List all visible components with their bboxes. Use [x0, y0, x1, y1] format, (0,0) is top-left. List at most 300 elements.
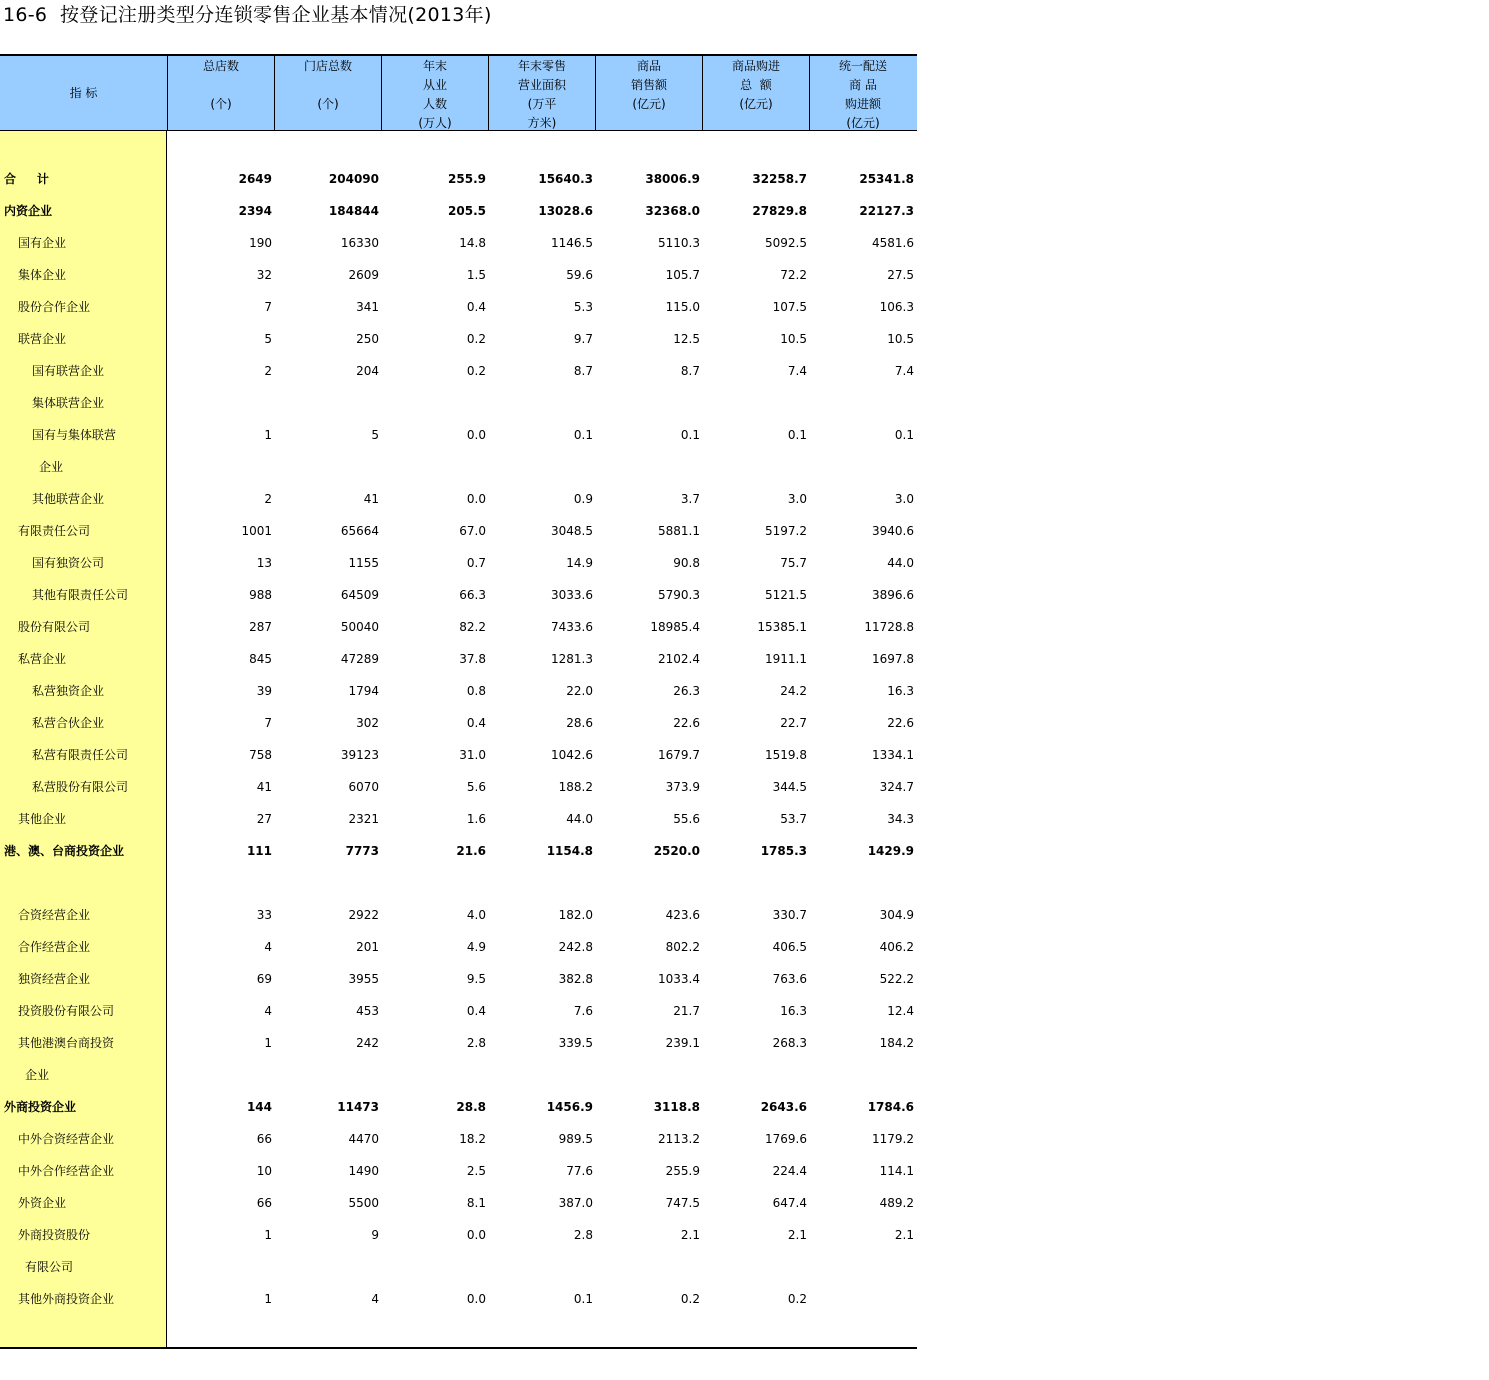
cell-value: 1 — [264, 1036, 272, 1050]
header-column-7-line-4: (亿元) — [846, 116, 880, 130]
cell-value: 1155 — [348, 556, 379, 570]
header-column-1 — [167, 56, 274, 130]
cell-value: 77.6 — [566, 1164, 593, 1178]
cell-value: 1 — [264, 1292, 272, 1306]
cell-value: 8.7 — [573, 364, 593, 378]
cell-value: 67.0 — [459, 524, 486, 538]
cell-value: 3033.6 — [551, 588, 593, 602]
cell-value — [702, 387, 809, 419]
cell-value — [809, 867, 916, 899]
cell-value: 239.1 — [665, 1036, 700, 1050]
header-column-5 — [595, 56, 702, 130]
cell-value: 0.4 — [466, 1004, 486, 1018]
row-label: 外商投资股份 — [18, 1228, 91, 1242]
cell-value: 28.8 — [456, 1100, 486, 1114]
row-label: 合资经营企业 — [18, 908, 91, 922]
cell-value: 69 — [256, 972, 272, 986]
cell-value — [381, 451, 488, 483]
cell-value: 22127.3 — [859, 204, 914, 218]
cell-value: 204090 — [328, 172, 379, 186]
cell-value: 32368.0 — [645, 204, 700, 218]
cell-value: 0.1 — [573, 1292, 593, 1306]
row-label: 有限责任公司 — [18, 524, 91, 538]
value-rows — [167, 163, 917, 1315]
row-label: 国有独资公司 — [32, 556, 105, 570]
cell-value: 1 — [264, 428, 272, 442]
cell-value — [809, 1283, 916, 1315]
cell-value: 47289 — [340, 652, 379, 666]
cell-value: 1785.3 — [760, 844, 807, 858]
header-indicator: 指 标 — [69, 85, 98, 100]
row-label: 其他港澳台商投资 — [18, 1036, 115, 1050]
cell-value: 5092.5 — [765, 236, 807, 250]
cell-value: 1042.6 — [551, 748, 593, 762]
table-row — [167, 643, 917, 675]
cell-value — [488, 451, 595, 483]
table-row — [167, 931, 917, 963]
cell-value: 268.3 — [772, 1036, 807, 1050]
cell-value: 3.0 — [787, 492, 807, 506]
cell-value: 763.6 — [772, 972, 807, 986]
cell-value: 7773 — [345, 844, 379, 858]
cell-value — [809, 451, 916, 483]
cell-value: 7 — [264, 300, 272, 314]
table-row — [167, 707, 917, 739]
cell-value: 255.9 — [448, 172, 486, 186]
cell-value: 489.2 — [879, 1196, 914, 1210]
cell-value: 988 — [249, 588, 272, 602]
cell-value: 6070 — [348, 780, 379, 794]
cell-value: 3048.5 — [551, 524, 593, 538]
table-row — [167, 451, 917, 483]
cell-value — [702, 1059, 809, 1091]
cell-value: 5110.3 — [658, 236, 700, 250]
cell-value: 5881.1 — [658, 524, 700, 538]
cell-value: 0.9 — [573, 492, 593, 506]
cell-value: 2 — [264, 364, 272, 378]
header-column-2-line-2 — [275, 76, 381, 95]
cell-value: 15640.3 — [538, 172, 593, 186]
row-label: 国有与集体联营 — [32, 428, 117, 442]
cell-value: 1679.7 — [658, 748, 700, 762]
value-columns — [167, 131, 917, 1347]
cell-value: 12.4 — [887, 1004, 914, 1018]
cell-value: 4 — [264, 940, 272, 954]
cell-value: 39123 — [340, 748, 379, 762]
cell-value: 50040 — [340, 620, 379, 634]
cell-value: 115.0 — [665, 300, 700, 314]
table-row — [167, 547, 917, 579]
cell-value: 3.0 — [894, 492, 914, 506]
cell-value: 205.5 — [448, 204, 486, 218]
cell-value: 53.7 — [780, 812, 807, 826]
cell-value: 2520.0 — [653, 844, 700, 858]
cell-value: 82.2 — [459, 620, 486, 634]
table-row — [167, 1155, 917, 1187]
cell-value: 0.2 — [787, 1292, 807, 1306]
cell-value: 5500 — [348, 1196, 379, 1210]
cell-value: 27 — [256, 812, 272, 826]
cell-value — [274, 867, 381, 899]
cell-value — [809, 1059, 916, 1091]
cell-value: 344.5 — [772, 780, 807, 794]
row-label: 私营企业 — [18, 652, 67, 666]
cell-value: 1794 — [348, 684, 379, 698]
cell-value: 758 — [249, 748, 272, 762]
cell-value — [702, 867, 809, 899]
cell-value — [809, 1251, 916, 1283]
header-column-4-line-4: 方米) — [527, 116, 557, 130]
cell-value: 9 — [371, 1228, 379, 1242]
cell-value: 1490 — [348, 1164, 379, 1178]
table-row — [167, 355, 917, 387]
cell-value: 406.2 — [879, 940, 914, 954]
cell-value: 4470 — [348, 1132, 379, 1146]
cell-value: 26.3 — [673, 684, 700, 698]
cell-value — [274, 1251, 381, 1283]
header-column-4-line-3: (万平 — [527, 97, 557, 111]
cell-value — [488, 867, 595, 899]
row-label: 港、澳、台商投资企业 — [4, 844, 125, 858]
row-label: 有限公司 — [25, 1260, 74, 1274]
table-row — [167, 227, 917, 259]
cell-value: 201 — [356, 940, 379, 954]
row-label: 合作经营企业 — [18, 940, 91, 954]
cell-value: 5790.3 — [658, 588, 700, 602]
cell-value: 1911.1 — [765, 652, 807, 666]
table-row — [167, 867, 917, 899]
row-label: 外商投资企业 — [4, 1100, 77, 1114]
cell-value: 2321 — [348, 812, 379, 826]
cell-value: 4 — [264, 1004, 272, 1018]
cell-value: 287 — [249, 620, 272, 634]
cell-value — [167, 1251, 274, 1283]
cell-value: 406.5 — [772, 940, 807, 954]
value-spacer — [167, 131, 917, 163]
cell-value: 72.2 — [780, 268, 807, 282]
row-label: 中外合资经营企业 — [18, 1132, 115, 1146]
cell-value — [595, 1059, 702, 1091]
table-row — [167, 739, 917, 771]
row-label: 私营独资企业 — [32, 684, 105, 698]
cell-value: 2 — [264, 492, 272, 506]
cell-value: 55.6 — [673, 812, 700, 826]
cell-value: 2.8 — [466, 1036, 486, 1050]
cell-value: 5.3 — [573, 300, 593, 314]
cell-value — [274, 387, 381, 419]
cell-value: 4.0 — [466, 908, 486, 922]
cell-value — [381, 867, 488, 899]
cell-value: 1519.8 — [765, 748, 807, 762]
cell-value: 423.6 — [665, 908, 700, 922]
header-column-6-line-4 — [703, 114, 809, 130]
cell-value: 1769.6 — [765, 1132, 807, 1146]
table-title: 16-6 按登记注册类型分连锁零售企业基本情况(2013年) — [3, 4, 492, 26]
table-body — [0, 131, 917, 1349]
row-label: 独资经营企业 — [18, 972, 91, 986]
cell-value: 2609 — [348, 268, 379, 282]
cell-value: 250 — [356, 332, 379, 346]
header-column-7-line-1: 统一配送 — [838, 59, 887, 73]
cell-value: 304.9 — [879, 908, 914, 922]
cell-value: 32 — [256, 268, 272, 282]
cell-value: 28.6 — [566, 716, 593, 730]
cell-value: 188.2 — [558, 780, 593, 794]
cell-value: 255.9 — [665, 1164, 700, 1178]
cell-value: 802.2 — [665, 940, 700, 954]
table-row — [167, 387, 917, 419]
row-label: 其他企业 — [18, 812, 67, 826]
row-label: 联营企业 — [18, 332, 67, 346]
cell-value: 16.3 — [780, 1004, 807, 1018]
row-label: 其他外商投资企业 — [18, 1292, 115, 1306]
cell-value: 0.4 — [466, 300, 486, 314]
cell-value: 0.1 — [573, 428, 593, 442]
cell-value — [488, 387, 595, 419]
cell-value: 18.2 — [459, 1132, 486, 1146]
cell-value: 16330 — [340, 236, 379, 250]
table-row — [167, 1123, 917, 1155]
cell-value — [167, 451, 274, 483]
row-label: 其他联营企业 — [32, 492, 105, 506]
cell-value: 22.7 — [780, 716, 807, 730]
cell-value: 0.8 — [466, 684, 486, 698]
label-column — [0, 131, 167, 1347]
header-column-7 — [809, 56, 916, 130]
cell-value: 330.7 — [772, 908, 807, 922]
cell-value: 3.7 — [680, 492, 700, 506]
cell-value: 11473 — [337, 1100, 379, 1114]
header-column-5-line-4 — [596, 114, 702, 130]
cell-value: 3955 — [348, 972, 379, 986]
cell-value — [274, 451, 381, 483]
cell-value: 7.6 — [573, 1004, 593, 1018]
header-column-1-line-2 — [168, 76, 274, 95]
header-column-4-line-1: 年末零售 — [517, 59, 566, 73]
cell-value: 204 — [356, 364, 379, 378]
cell-value: 382.8 — [558, 972, 593, 986]
label-rows — [0, 163, 166, 1315]
cell-value: 1179.2 — [872, 1132, 914, 1146]
cell-value: 16.3 — [887, 684, 914, 698]
cell-value: 2.8 — [573, 1228, 593, 1242]
cell-value: 1 — [264, 1228, 272, 1242]
cell-value: 1334.1 — [872, 748, 914, 762]
cell-value: 10 — [256, 1164, 272, 1178]
cell-value: 15385.1 — [757, 620, 807, 634]
header-column-2 — [274, 56, 381, 130]
cell-value: 184.2 — [879, 1036, 914, 1050]
cell-value: 90.8 — [673, 556, 700, 570]
header-columns — [167, 56, 916, 130]
cell-value — [381, 387, 488, 419]
cell-value: 24.2 — [780, 684, 807, 698]
header-column-4 — [488, 56, 595, 130]
header-column-6-line-2: 总 额 — [740, 78, 772, 92]
row-label: 合 计 — [4, 172, 49, 186]
cell-value: 4581.6 — [872, 236, 914, 250]
cell-value: 5 — [264, 332, 272, 346]
table-row — [167, 419, 917, 451]
cell-value: 1154.8 — [546, 844, 593, 858]
cell-value: 5121.5 — [765, 588, 807, 602]
row-label: 内资企业 — [4, 204, 53, 218]
row-label: 中外合作经营企业 — [18, 1164, 115, 1178]
cell-value: 1.6 — [466, 812, 486, 826]
header-column-3-line-4: (万人) — [418, 116, 452, 130]
cell-value: 0.2 — [466, 332, 486, 346]
cell-value — [167, 1059, 274, 1091]
cell-value: 1033.4 — [658, 972, 700, 986]
cell-value: 0.2 — [680, 1292, 700, 1306]
cell-value — [809, 387, 916, 419]
table-row — [167, 963, 917, 995]
cell-value — [702, 451, 809, 483]
header-column-7-line-2: 商 品 — [849, 78, 877, 92]
header-column-1-line-1: 总店数 — [202, 59, 239, 73]
table-row — [167, 899, 917, 931]
cell-value: 106.3 — [879, 300, 914, 314]
cell-value — [488, 1059, 595, 1091]
header-column-3 — [381, 56, 488, 130]
cell-value: 75.7 — [780, 556, 807, 570]
cell-value — [595, 1251, 702, 1283]
cell-value: 12.5 — [673, 332, 700, 346]
cell-value: 8.1 — [466, 1196, 486, 1210]
header-column-2-line-4 — [275, 114, 381, 130]
header-column-3-line-3: 人数 — [422, 97, 447, 111]
table-row — [167, 163, 917, 195]
cell-value: 14.8 — [459, 236, 486, 250]
cell-value: 21.6 — [456, 844, 486, 858]
cell-value: 453 — [356, 1004, 379, 1018]
cell-value: 44.0 — [566, 812, 593, 826]
cell-value: 34.3 — [887, 812, 914, 826]
cell-value: 13028.6 — [538, 204, 593, 218]
cell-value: 5 — [371, 428, 379, 442]
cell-value: 1697.8 — [872, 652, 914, 666]
table-row — [167, 259, 917, 291]
cell-value: 0.7 — [466, 556, 486, 570]
cell-value: 32258.7 — [752, 172, 807, 186]
row-label: 其他有限责任公司 — [32, 588, 129, 602]
cell-value: 64509 — [340, 588, 379, 602]
cell-value: 1001 — [241, 524, 272, 538]
cell-value: 10.5 — [887, 332, 914, 346]
cell-value: 39 — [256, 684, 272, 698]
cell-value: 7 — [264, 716, 272, 730]
row-label: 集体联营企业 — [32, 396, 105, 410]
cell-value: 66 — [256, 1196, 272, 1210]
row-label: 股份合作企业 — [18, 300, 91, 314]
cell-value: 38006.9 — [645, 172, 700, 186]
cell-value: 22.6 — [673, 716, 700, 730]
cell-value: 989.5 — [558, 1132, 593, 1146]
cell-value: 27.5 — [887, 268, 914, 282]
cell-value: 1429.9 — [867, 844, 914, 858]
cell-value: 7.4 — [894, 364, 914, 378]
cell-value: 2.1 — [680, 1228, 700, 1242]
cell-value: 9.7 — [573, 332, 593, 346]
cell-value: 0.0 — [466, 1292, 486, 1306]
header-column-2-line-1: 门店总数 — [303, 59, 352, 73]
header-column-6-line-1: 商品购进 — [731, 59, 780, 73]
cell-value: 0.4 — [466, 716, 486, 730]
cell-value: 22.0 — [566, 684, 593, 698]
table-row — [167, 291, 917, 323]
header-column-4-line-2: 营业面积 — [517, 78, 566, 92]
cell-value: 387.0 — [558, 1196, 593, 1210]
header-column-3-line-2: 从业 — [422, 78, 447, 92]
row-label: 国有联营企业 — [32, 364, 105, 378]
cell-value: 324.7 — [879, 780, 914, 794]
cell-value: 111 — [246, 844, 272, 858]
cell-value: 31.0 — [459, 748, 486, 762]
cell-value — [595, 387, 702, 419]
cell-value: 66.3 — [459, 588, 486, 602]
cell-value: 4.9 — [466, 940, 486, 954]
cell-value: 184844 — [328, 204, 379, 218]
row-label: 外资企业 — [18, 1196, 67, 1210]
statistics-table — [0, 54, 917, 1349]
header-column-6-line-3: (亿元) — [739, 97, 773, 111]
cell-value: 5.6 — [466, 780, 486, 794]
header-column-6 — [702, 56, 809, 130]
cell-value: 2.1 — [787, 1228, 807, 1242]
cell-value: 14.9 — [566, 556, 593, 570]
cell-value: 1281.3 — [551, 652, 593, 666]
header-column-1-line-4 — [168, 114, 274, 130]
cell-value — [381, 1059, 488, 1091]
cell-value: 302 — [356, 716, 379, 730]
row-label: 私营合伙企业 — [32, 716, 105, 730]
cell-value: 114.1 — [879, 1164, 914, 1178]
cell-value: 0.1 — [787, 428, 807, 442]
table-row — [167, 195, 917, 227]
table-row — [167, 995, 917, 1027]
cell-value: 747.5 — [665, 1196, 700, 1210]
table-row — [167, 1091, 917, 1123]
table-header — [0, 54, 917, 131]
value-spacer-bottom — [167, 1315, 917, 1347]
row-label: 私营有限责任公司 — [32, 748, 129, 762]
cell-value: 2922 — [348, 908, 379, 922]
cell-value: 107.5 — [772, 300, 807, 314]
cell-value: 13 — [256, 556, 272, 570]
cell-value: 27829.8 — [752, 204, 807, 218]
cell-value: 8.7 — [680, 364, 700, 378]
cell-value: 2643.6 — [760, 1100, 807, 1114]
cell-value: 33 — [256, 908, 272, 922]
cell-value — [274, 1059, 381, 1091]
cell-value: 1146.5 — [551, 236, 593, 250]
table-row — [167, 675, 917, 707]
cell-value: 59.6 — [566, 268, 593, 282]
cell-value: 2.5 — [466, 1164, 486, 1178]
cell-value — [381, 1251, 488, 1283]
row-label — [0, 867, 166, 899]
cell-value: 0.1 — [680, 428, 700, 442]
cell-value — [595, 867, 702, 899]
cell-value: 44.0 — [887, 556, 914, 570]
header-column-5-line-2: 销售额 — [630, 78, 667, 92]
table-row — [167, 1251, 917, 1283]
cell-value: 3118.8 — [653, 1100, 700, 1114]
table-row — [167, 1027, 917, 1059]
cell-value: 2394 — [238, 204, 272, 218]
cell-value: 224.4 — [772, 1164, 807, 1178]
table-row — [167, 515, 917, 547]
